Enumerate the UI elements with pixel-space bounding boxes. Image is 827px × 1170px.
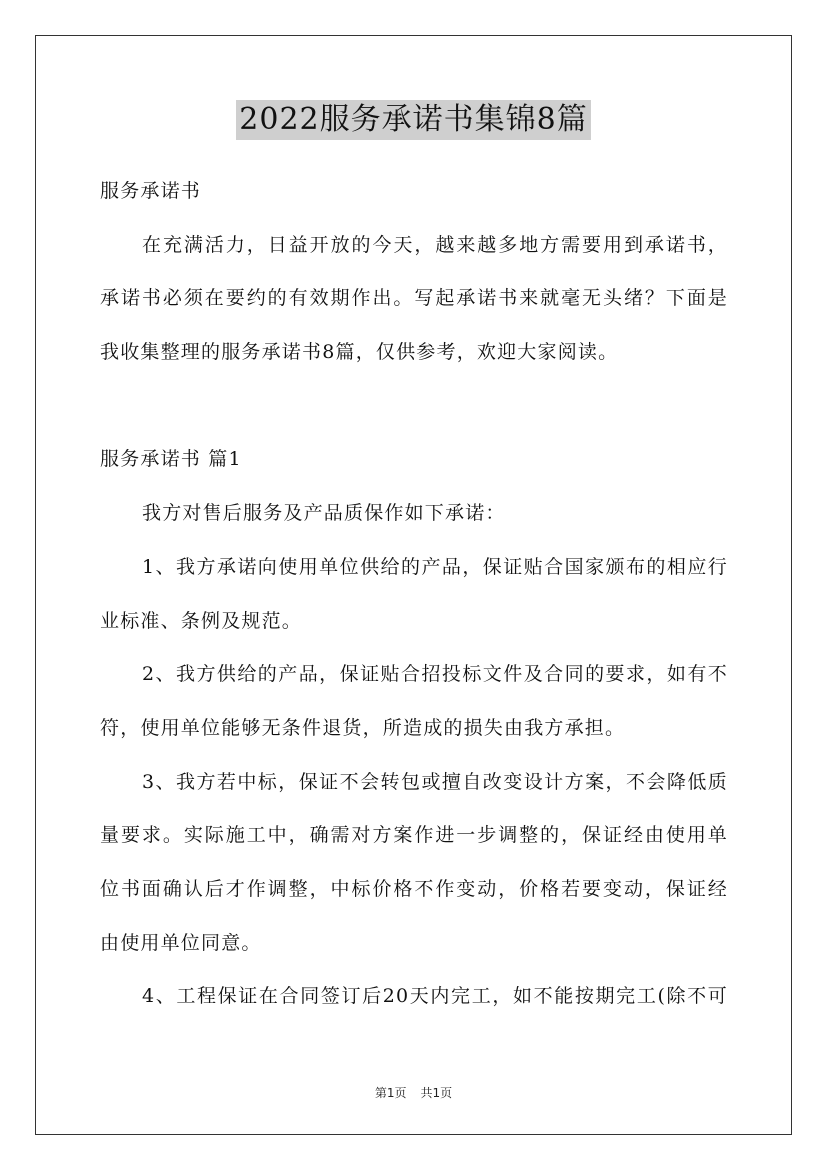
item-3-line-4: 由使用单位同意。 [100,931,262,954]
item-3-line-1: 3、我方若中标，保证不会转包或擅自改变设计方案，不会降低质 [142,770,728,793]
intro-line-2: 承诺书必须在要约的有效期作出。写起承诺书来就毫无头绪？下面是 [100,287,728,310]
blank-line [100,380,728,434]
intro-line-1: 在充满活力，日益开放的今天，越来越多地方需要用到承诺书， [142,233,728,256]
item-3-line-2: 量要求。实际施工中，确需对方案作进一步调整的，保证经由使用单 [100,824,728,847]
heading-intro: 服务承诺书 [100,180,202,202]
document-body [100,165,728,1024]
item-2-line-2: 符，使用单位能够无条件退货，所造成的损失由我方承担。 [100,716,626,739]
page-footer [0,1084,827,1101]
page-number: 第1页 [374,1086,407,1100]
item-4-line-1: 4、工程保证在合同签订后20天内完工，如不能按期完工(除不可 [142,985,728,1008]
section-1-lead: 我方对售后服务及产品质保作如下承诺： [142,502,506,525]
item-3-line-3: 位书面确认后才作调整，中标价格不作变动，价格若要变动，保证经 [100,877,728,900]
title-container [0,100,827,140]
document-title: 2022服务承诺书集锦8篇 [236,100,590,140]
item-1-line-2: 业标准、条例及规范。 [100,609,303,632]
item-1-line-1: 1、我方承诺向使用单位供给的产品，保证贴合国家颁布的相应行 [142,555,728,578]
item-2-line-1: 2、我方供给的产品，保证贴合招投标文件及合同的要求，如有不 [142,663,728,686]
heading-section-1: 服务承诺书 篇1 [100,448,242,471]
intro-line-3: 我收集整理的服务承诺书8篇，仅供参考，欢迎大家阅读。 [100,341,619,364]
page-total: 共1页 [420,1086,453,1100]
